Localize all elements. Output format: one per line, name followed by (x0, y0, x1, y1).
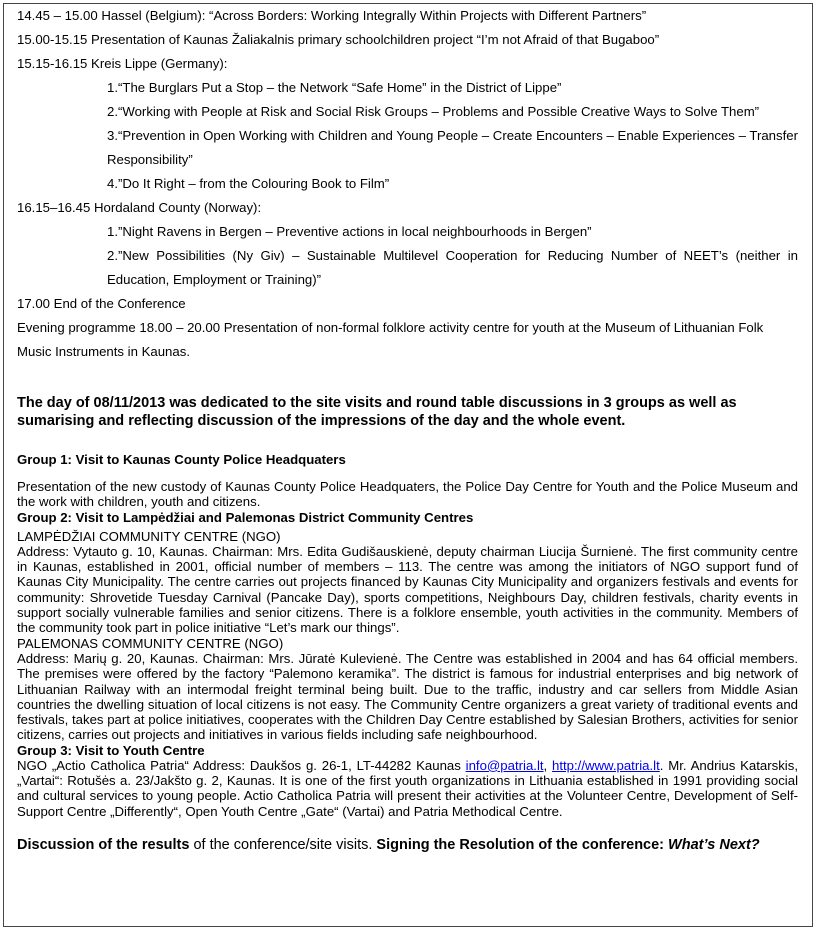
group3-text (17, 758, 798, 819)
document-frame (3, 3, 813, 927)
lampedziai-text: Address: Vytauto g. 10, Kaunas. Chairman: Mrs. Edita Gudišauskienė, deputy chairman Liucija Šurnienė. The first community centre in Kaunas, established in 2001, official number of members – 113. The centre was among the initiators of NGO support fund of Kaunas City Municipality. The centre carries out projects financed by Kaunas City Municipality and organizers festivals and events for community: Shrovetide Tuesday Carnival (Pancake Day), sports competitions, Neighbours Day, children festivals, charity events in support socially vulnerable families and senior citizens. There is a folklore ensemble, youth activities in the community. Members of the community took part in police initiative “Let’s mark our things”. (17, 543, 798, 636)
hordaland-subitem: 1.”Night Ravens in Bergen – Preventive actions in local neighbourhoods in Bergen” (107, 224, 592, 239)
agenda-item-kaunas-school: 15.00-15.15 Presentation of Kaunas Žaliakalnis primary schoolchildren project “I’m not Afraid of that Bugaboo” (17, 32, 660, 47)
document-content (17, 4, 798, 854)
lampedziai-name: LAMPĖDŽIAI COMMUNITY CENTRE (NGO) (17, 528, 281, 544)
link-separator: , (543, 757, 553, 773)
group1-title: Group 1: Visit to Kaunas County Police Headquaters (17, 452, 346, 467)
discussion-normal: of the conference/site visits. (189, 836, 377, 853)
palemonas-text: Address: Marių g. 20, Kaunas. Chairman: Mrs. Jūratė Kulevienė. The Centre was established in 2004 and has 64 official members. The premises were offered by the factory “Palemono keramika”. The district is famous for industrial enterprises and big network of Lithuanian Railway with an intermodal freight terminal being built. Due to the traffic, industry and car sellers from Middle Asian countries the dwelling situation of local citizens is not easy. The Community Centre organizers a great variety of traditional events and festivals, takes part at police initiatives, cooperates with the Children Day Centre established by Salesian Brothers, activities for senior citizens, carries out projects and initiatives in various fields including safe neighbourhood. (17, 650, 798, 743)
discussion-italic: What’s Next? (668, 836, 760, 853)
day-heading: The day of 08/11/2013 was dedicated to the site visits and round table discussions in 3 groups as well as sumarising and reflecting discussion of the impressions of the day and the whole event. (17, 395, 737, 429)
lippe-subitem: 2.“Working with People at Risk and Social Risk Groups – Problems and Possible Creative Ways to Solve Them” (107, 104, 760, 119)
agenda-item-hassel: 14.45 – 15.00 Hassel (Belgium): “Across Borders: Working Integrally Within Projects with Different Partners” (17, 8, 647, 23)
group3-text-start: NGO „Actio Catholica Patria“ Address: Daukšos g. 26-1, LT-44282 Kaunas (17, 757, 466, 773)
group2-title: Group 2: Visit to Lampėdžiai and Palemonas District Community Centres (17, 509, 474, 525)
email-link[interactable]: info@patria.lt (465, 757, 544, 773)
group3-title: Group 3: Visit to Youth Centre (17, 742, 205, 758)
lippe-subitem: 3.“Prevention in Open Working with Children and Young People – Create Encounters – Enable Experiences – Transfer Responsibility” (107, 128, 798, 167)
group1-text: Presentation of the new custody of Kaunas County Police Headquaters, the Police Day Centre for Youth and the Police Museum and the work with children, youth and citizens. (17, 479, 798, 510)
agenda-item-end: 17.00 End of the Conference (17, 296, 186, 311)
palemonas-name: PALEMONAS COMMUNITY CENTRE (NGO) (17, 635, 284, 651)
discussion-paragraph (17, 837, 798, 854)
lippe-subitem: 1.“The Burglars Put a Stop – the Network “Safe Home” in the District of Lippe” (107, 80, 562, 95)
group3-text-end: . Mr. Andrius Katarskis, „Vartai“: Rotušės a. 23/Jakšto g. 2, Kaunas. It is one of the first youth organizations in Lithuania established in 1991 providing social and cultural services to young people. Actio Catholica Patria will present their activities at the Volunteer Centre, Development of Self-Support Centre „Differently“, Open Youth Centre „Gate“ (Vartai) and Patria Methodical Centre. (17, 757, 798, 819)
discussion-bold-1: Discussion of the results (17, 836, 190, 853)
website-link[interactable]: http://www.patria.lt (552, 757, 660, 773)
agenda-item-hordaland-title: 16.15–16.45 Hordaland County (Norway): (17, 200, 262, 215)
discussion-bold-2: Signing the Resolution of the conference: (376, 836, 669, 853)
agenda-item-lippe-title: 15.15-16.15 Kreis Lippe (Germany): (17, 56, 228, 71)
hordaland-subitem: 2.”New Possibilities (Ny Giv) – Sustainable Multilevel Cooperation for Reducing Number of NEET’s (neither in Education, Employment or Training)” (107, 248, 798, 287)
lippe-subitem: 4.”Do It Right – from the Colouring Book to Film” (107, 176, 390, 191)
agenda-item-evening: Evening programme 18.00 – 20.00 Presentation of non-formal folklore activity centre for youth at the Museum of Lithuanian Folk Music Instruments in Kaunas. (17, 320, 764, 359)
